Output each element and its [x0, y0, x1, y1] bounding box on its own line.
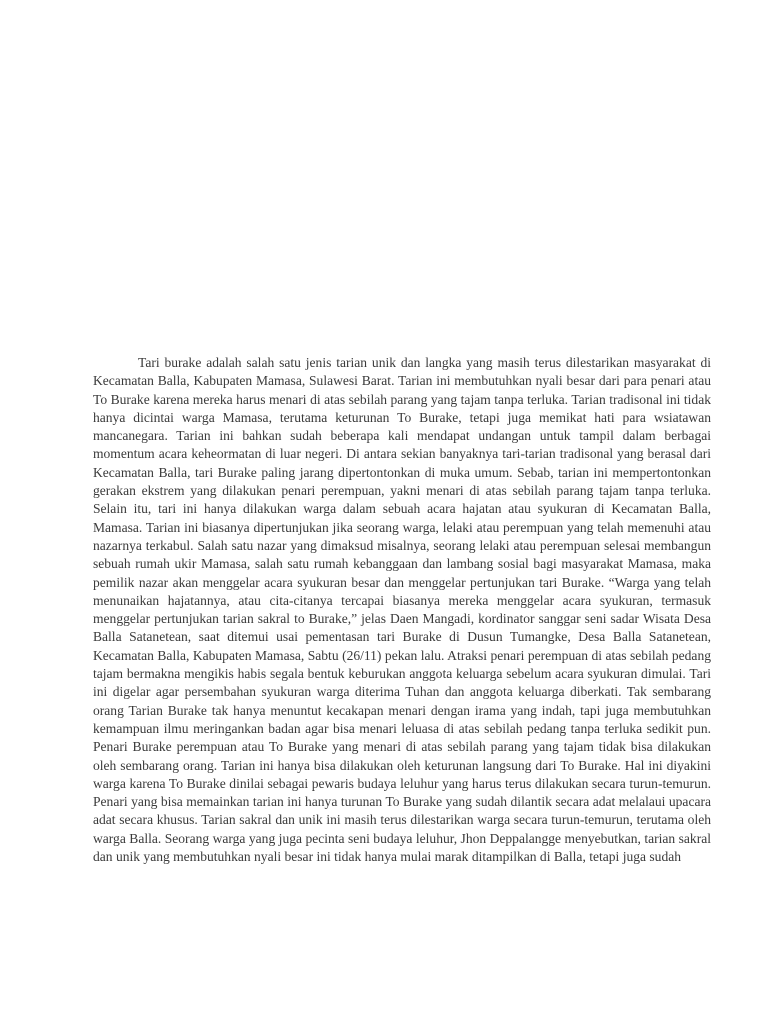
body-paragraph: Tari burake adalah salah satu jenis tarian unik dan langka yang masih terus dilestarikan masyarakat di Kecamatan Balla, Kabupaten Mamasa, Sulawesi Barat. Tarian ini membutuhkan nyali besar dari para penari atau To Burake karena mereka harus menari di atas sebilah parang yang tajam tanpa terluka. Tarian tradisonal ini tidak hanya dicintai warga Mamasa, terutama keturunan To Burake, tetapi juga memikat hati para wsiatawan mancanegara. Tarian ini bahkan sudah beberapa kali mendapat undangan untuk tampil dalam berbagai momentum acara keheormatan di luar negeri. Di antara sekian banyaknya tari-tarian tradisonal yang berasal dari Kecamatan Balla, tari Burake paling jarang dipertontonkan di muka umum. Sebab, tarian ini mempertontonkan gerakan ekstrem yang dilakukan penari perempuan, yakni menari di atas sebilah parang tajam tanpa terluka. Selain itu, tari ini hanya dilakukan warga dalam sebuah acara hajatan atau syukuran di Kecamatan Balla, Mamasa. Tarian ini biasanya dipertunjukan jika seorang warga, lelaki atau perempuan yang telah memenuhi atau nazarnya terkabul. Salah satu nazar yang dimaksud misalnya, seorang lelaki atau perempuan selesai membangun sebuah rumah ukir Mamasa, salah satu rumah kebanggaan dan lambang sosial bagi masyarakat Mamasa, maka pemilik nazar akan menggelar acara syukuran besar dan menggelar pertunjukan tari Burake. “Warga yang telah menunaikan hajatannya, atau cita-citanya tercapai biasanya mereka menggelar acara syukuran, termasuk menggelar pertunjukan tarian sakral to Burake,” jelas Daen Mangadi, kordinator sanggar seni sadar Wisata Desa Balla Satanetean, saat ditemui usai pementasan tari Burake di Dusun Tumangke, Desa Balla Satanetean, Kecamatan Balla, Kabupaten Mamasa, Sabtu (26/11) pekan lalu. Atraksi penari perempuan di atas sebilah pedang tajam bermakna mengikis habis segala bentuk keburukan anggota keluarga sebelum acara syukuran dimulai. Tari ini digelar agar persembahan syukuran warga diterima Tuhan dan anggota keluarga diberkati. Tak sembarang orang Tarian Burake tak hanya menuntut kecakapan menari dengan irama yang indah, tapi juga membutuhkan kemampuan ilmu meringankan badan agar bisa menari leluasa di atas sebilah pedang tanpa terluka sedikit pun. Penari Burake perempuan atau To Burake yang menari di atas sebilah parang yang tajam tidak bisa dilakukan oleh sembarang orang. Tarian ini hanya bisa dilakukan oleh keturunan langsung dari To Burake. Hal ini diyakini warga karena To Burake dinilai sebagai pewaris budaya leluhur yang harus terus dilakukan secara turun-temurun. Penari yang bisa memainkan tarian ini hanya turunan To Burake yang sudah dilantik secara adat melalaui upacara adat secara khusus. Tarian sakral dan unik ini masih terus dilestarikan warga secara turun-temurun, terutama oleh warga Balla. Seorang warga yang juga pecinta seni budaya leluhur, Jhon Deppalangge menyebutkan, tarian sakral dan unik yang membutuhkan nyali besar ini tidak hanya mulai marak ditampilkan di Balla, tetapi juga sudah	[93, 355, 711, 865]
